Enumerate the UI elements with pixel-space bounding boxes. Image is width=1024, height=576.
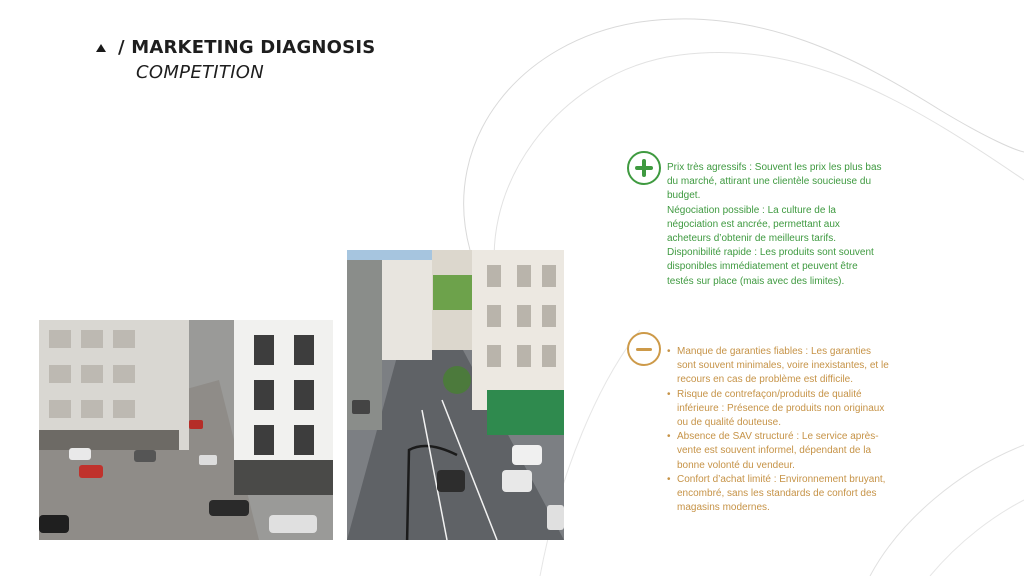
- advantage-item: Prix très agressifs : Souvent les prix les plus bas du marché, attirant une clientèle soucieuse du budget.: [667, 162, 882, 202]
- disadvantage-item: • Confort d’achat limité : Environnement bruyant, encombré, sans les standards de confort des magasins modernes.: [667, 473, 892, 516]
- slide-subtitle: COMPETITION: [136, 62, 265, 83]
- plus-icon: [627, 151, 661, 185]
- triangle-icon: [96, 44, 106, 52]
- advantage-item: Disponibilité rapide : Les produits sont souvent disponibles immédiatement et peuvent être testés sur place (mais avec des limites).: [667, 247, 874, 287]
- street-photo-left: [39, 320, 333, 540]
- disadvantage-item: • Absence de SAV structuré : Le service après-vente est souvent informel, dépendant de la bonne volonté du vendeur.: [667, 430, 892, 473]
- disadvantage-item: • Manque de garanties fiables : Les garanties sont souvent minimales, voire inexistantes, et le recours en cas de problème est difficile.: [667, 345, 892, 388]
- advantage-item: Négociation possible : La culture de la négociation est ancrée, permettant aux acheteurs d’obtenir de meilleurs tarifs.: [667, 204, 840, 245]
- slide-title: / MARKETING DIAGNOSIS: [118, 37, 376, 58]
- advantages-text: [667, 161, 882, 289]
- disadvantages-list: [667, 345, 892, 515]
- disadvantage-item: • Risque de contrefaçon/produits de qualité inférieure : Présence de produits non originaux ou de qualité douteuse.: [667, 388, 892, 431]
- street-photo-right: [347, 250, 564, 540]
- minus-icon: [627, 332, 661, 366]
